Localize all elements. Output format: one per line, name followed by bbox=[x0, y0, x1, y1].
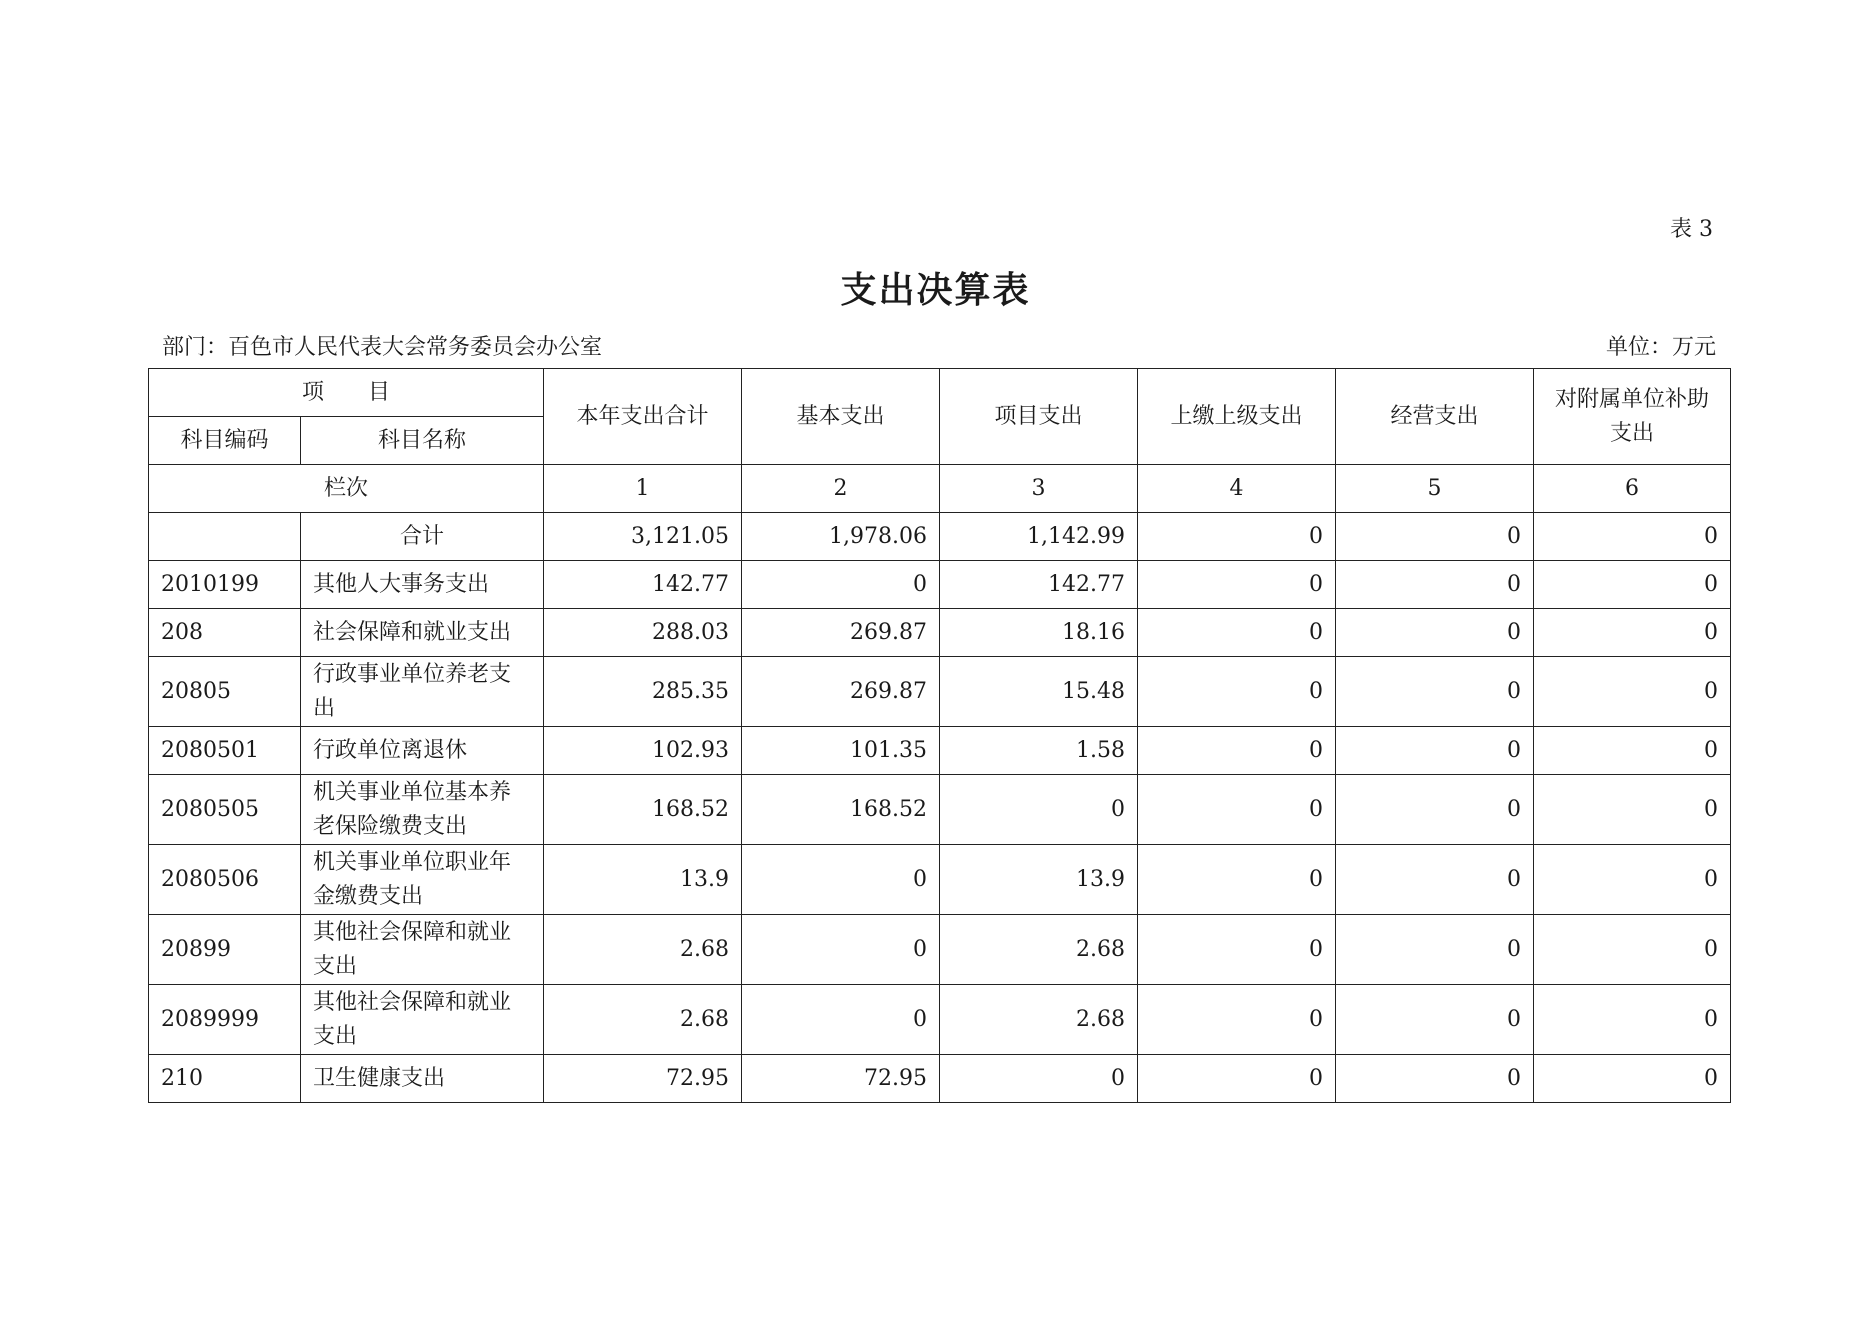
row-subsidy: 0 bbox=[1534, 915, 1731, 985]
row-remit: 0 bbox=[1138, 609, 1336, 657]
row-total: 2.68 bbox=[544, 985, 742, 1055]
row-total: 72.95 bbox=[544, 1055, 742, 1103]
row-total: 3,121.05 bbox=[544, 513, 742, 561]
table-row bbox=[149, 775, 1731, 845]
expenditure-table bbox=[148, 368, 1731, 1103]
index-cell: 4 bbox=[1138, 465, 1336, 513]
row-name: 卫生健康支出 bbox=[301, 1055, 544, 1103]
row-subsidy: 0 bbox=[1534, 657, 1731, 727]
row-name: 其他社会保障和就业支出 bbox=[301, 985, 544, 1055]
table-row bbox=[149, 657, 1731, 727]
row-project: 18.16 bbox=[940, 609, 1138, 657]
row-name: 其他人大事务支出 bbox=[301, 561, 544, 609]
row-operating: 0 bbox=[1336, 561, 1534, 609]
row-remit: 0 bbox=[1138, 561, 1336, 609]
row-subsidy: 0 bbox=[1534, 1055, 1731, 1103]
row-total: 288.03 bbox=[544, 609, 742, 657]
row-code: 20805 bbox=[149, 657, 301, 727]
row-operating: 0 bbox=[1336, 775, 1534, 845]
row-name: 机关事业单位基本养老保险缴费支出 bbox=[301, 775, 544, 845]
row-name: 机关事业单位职业年金缴费支出 bbox=[301, 845, 544, 915]
row-project: 142.77 bbox=[940, 561, 1138, 609]
index-label: 栏次 bbox=[149, 465, 544, 513]
row-code: 208 bbox=[149, 609, 301, 657]
row-basic: 168.52 bbox=[742, 775, 940, 845]
row-operating: 0 bbox=[1336, 513, 1534, 561]
row-subsidy: 0 bbox=[1534, 561, 1731, 609]
row-remit: 0 bbox=[1138, 915, 1336, 985]
row-remit: 0 bbox=[1138, 1055, 1336, 1103]
table-row bbox=[149, 985, 1731, 1055]
row-total: 13.9 bbox=[544, 845, 742, 915]
row-basic: 0 bbox=[742, 985, 940, 1055]
table-row bbox=[149, 845, 1731, 915]
row-code: 2080506 bbox=[149, 845, 301, 915]
row-basic: 269.87 bbox=[742, 657, 940, 727]
row-remit: 0 bbox=[1138, 657, 1336, 727]
row-remit: 0 bbox=[1138, 775, 1336, 845]
row-basic: 0 bbox=[742, 915, 940, 985]
table-row bbox=[149, 609, 1731, 657]
row-total: 142.77 bbox=[544, 561, 742, 609]
table-row bbox=[149, 561, 1731, 609]
row-basic: 269.87 bbox=[742, 609, 940, 657]
row-total: 2.68 bbox=[544, 915, 742, 985]
row-code: 2080505 bbox=[149, 775, 301, 845]
row-code: 2089999 bbox=[149, 985, 301, 1055]
row-subsidy: 0 bbox=[1534, 609, 1731, 657]
row-name: 社会保障和就业支出 bbox=[301, 609, 544, 657]
row-code: 210 bbox=[149, 1055, 301, 1103]
row-project: 1,142.99 bbox=[940, 513, 1138, 561]
row-basic: 1,978.06 bbox=[742, 513, 940, 561]
row-operating: 0 bbox=[1336, 915, 1534, 985]
row-code: 2010199 bbox=[149, 561, 301, 609]
row-subsidy: 0 bbox=[1534, 513, 1731, 561]
row-name: 其他社会保障和就业支出 bbox=[301, 915, 544, 985]
row-name: 合计 bbox=[301, 513, 544, 561]
header-basic: 基本支出 bbox=[742, 369, 940, 465]
row-total: 168.52 bbox=[544, 775, 742, 845]
table-row bbox=[149, 513, 1731, 561]
row-project: 13.9 bbox=[940, 845, 1138, 915]
table-row bbox=[149, 1055, 1731, 1103]
page-title: 支出决算表 bbox=[840, 270, 1031, 311]
header-operating: 经营支出 bbox=[1336, 369, 1534, 465]
row-total: 102.93 bbox=[544, 727, 742, 775]
header-code: 科目编码 bbox=[149, 417, 301, 465]
row-project: 15.48 bbox=[940, 657, 1138, 727]
header-remit: 上缴上级支出 bbox=[1138, 369, 1336, 465]
row-name: 行政事业单位养老支出 bbox=[301, 657, 544, 727]
row-operating: 0 bbox=[1336, 609, 1534, 657]
row-basic: 0 bbox=[742, 561, 940, 609]
row-project: 2.68 bbox=[940, 915, 1138, 985]
row-project: 2.68 bbox=[940, 985, 1138, 1055]
row-basic: 72.95 bbox=[742, 1055, 940, 1103]
row-operating: 0 bbox=[1336, 1055, 1534, 1103]
row-subsidy: 0 bbox=[1534, 727, 1731, 775]
row-project: 0 bbox=[940, 775, 1138, 845]
header-item: 项 目 bbox=[149, 369, 544, 417]
index-cell: 6 bbox=[1534, 465, 1731, 513]
row-remit: 0 bbox=[1138, 845, 1336, 915]
row-remit: 0 bbox=[1138, 513, 1336, 561]
header-name: 科目名称 bbox=[301, 417, 544, 465]
department-label: 部门：百色市人民代表大会常务委员会办公室 bbox=[162, 335, 603, 360]
row-remit: 0 bbox=[1138, 727, 1336, 775]
header-project: 项目支出 bbox=[940, 369, 1138, 465]
unit-label: 单位：万元 bbox=[1605, 335, 1716, 360]
index-cell: 5 bbox=[1336, 465, 1534, 513]
row-project: 1.58 bbox=[940, 727, 1138, 775]
row-basic: 0 bbox=[742, 845, 940, 915]
header-total: 本年支出合计 bbox=[544, 369, 742, 465]
row-subsidy: 0 bbox=[1534, 775, 1731, 845]
row-code: 20899 bbox=[149, 915, 301, 985]
index-cell: 1 bbox=[544, 465, 742, 513]
row-remit: 0 bbox=[1138, 985, 1336, 1055]
row-total: 285.35 bbox=[544, 657, 742, 727]
header-subsidy: 对附属单位补助支出 bbox=[1534, 369, 1731, 465]
row-code: 2080501 bbox=[149, 727, 301, 775]
row-basic: 101.35 bbox=[742, 727, 940, 775]
row-operating: 0 bbox=[1336, 727, 1534, 775]
row-subsidy: 0 bbox=[1534, 845, 1731, 915]
index-cell: 2 bbox=[742, 465, 940, 513]
row-name: 行政单位离退休 bbox=[301, 727, 544, 775]
table-row bbox=[149, 727, 1731, 775]
row-operating: 0 bbox=[1336, 985, 1534, 1055]
index-cell: 3 bbox=[940, 465, 1138, 513]
row-project: 0 bbox=[940, 1055, 1138, 1103]
table-number: 表 3 bbox=[1670, 217, 1713, 242]
table-row bbox=[149, 915, 1731, 985]
row-operating: 0 bbox=[1336, 845, 1534, 915]
row-operating: 0 bbox=[1336, 657, 1534, 727]
row-code bbox=[149, 513, 301, 561]
row-subsidy: 0 bbox=[1534, 985, 1731, 1055]
